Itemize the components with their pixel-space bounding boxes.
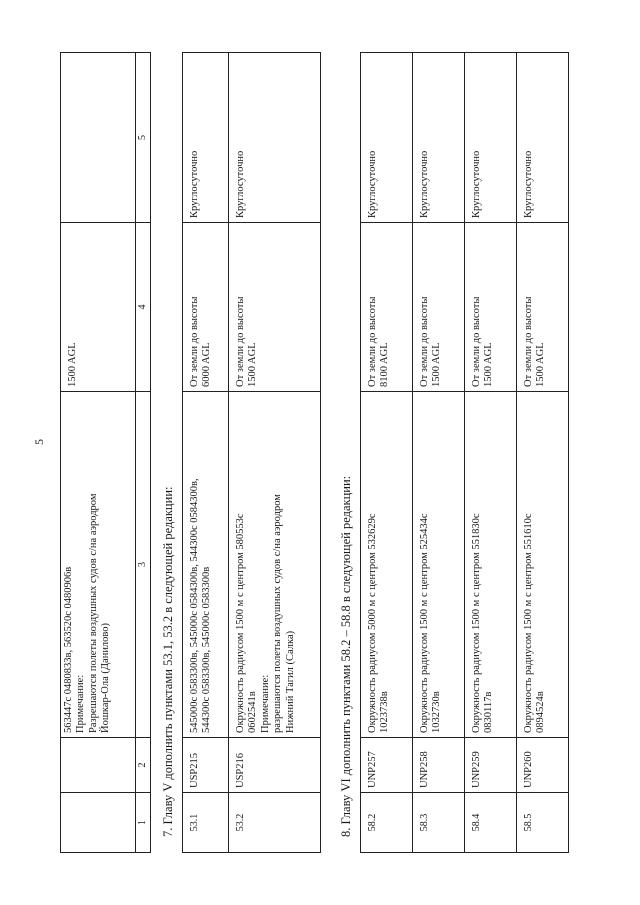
altitude-line: От земли до высоты [523,296,534,387]
operating-time: Круглосуточно [361,53,413,223]
zone-description [183,392,229,738]
cell-time [61,53,136,223]
column-index: 4 [136,223,151,392]
altitude-line: 1500 AGL [431,342,443,387]
top-table [60,52,151,853]
altitude-limits [517,223,569,392]
altitude-line: 8100 AGL [379,342,391,387]
zone-code: USP215 [183,738,229,793]
operating-time: Круглосуточно [465,53,517,223]
section-7-heading: 7. Главу V дополнить пунктами 53.1, 53.2 в следующей редакции: [161,486,175,837]
table-row [61,53,136,853]
table-row [465,53,517,853]
table-row [183,53,229,853]
cell-code [61,738,136,793]
altitude-line: 1500 AGL [535,342,547,387]
table-row [517,53,569,853]
description-line: 0602541в [247,691,259,733]
section-8-heading: 8. Главу VI дополнить пунктами 58.2 – 58.8 в следующей редакции: [339,475,353,837]
section-8-table [360,52,569,853]
description-line: 545000с 0583300в, 545000с 0584300в, 544300с 0584300в, [189,478,200,733]
altitude-limits [229,223,321,392]
item-number: 58.2 [361,793,413,853]
table-row [413,53,465,853]
description-line: 1023738в [379,691,391,733]
section-7-table [182,52,321,853]
altitude-line: От земли до высоты [471,296,482,387]
altitude-limits [361,223,413,392]
description-line: 1032730в [431,691,443,733]
item-number: 58.4 [465,793,517,853]
cell-description [61,392,136,738]
column-index: 3 [136,392,151,738]
zone-description [413,392,465,738]
operating-time: Круглосуточно [229,53,321,223]
zone-code: USP216 [229,738,321,793]
altitude-line: От земли до высоты [189,296,200,387]
altitude-line: 1500 AGL [483,342,495,387]
altitude-line: 6000 AGL [201,342,213,387]
description-line: 563447с 0480833в, 563520с 0480906в [63,566,74,733]
item-number: 53.2 [229,793,321,853]
zone-code: UNP258 [413,738,465,793]
page-number: 5 [32,439,46,445]
zone-description [229,392,321,738]
altitude-limits [183,223,229,392]
zone-code: UNP260 [517,738,569,793]
zone-code: UNP257 [361,738,413,793]
description-line: Окружность радиусом 5000 м с центром 532629с [367,513,378,733]
description-line: 544300с 0583300в, 545000с 0583300в [201,566,213,733]
operating-time: Круглосуточно [517,53,569,223]
description-line: разрешаются полеты воздушных судов с/на аэродром [272,494,284,733]
description-line: Окружность радиусом 1500 м с центром 551610с [523,513,534,733]
column-index: 1 [136,793,151,853]
zone-description [361,392,413,738]
table-row [229,53,321,853]
item-number: 58.5 [517,793,569,853]
description-line: 0830117в [483,691,495,733]
altitude-line: От земли до высоты [367,296,378,387]
zone-description [465,392,517,738]
description-line: Окружность радиусом 1500 м с центром 551830с [471,513,482,733]
description-line: Примечание: [259,674,271,733]
zone-description [517,392,569,738]
table-row [361,53,413,853]
description-line: Окружность радиусом 1500 м с центром 525434с [419,513,430,733]
description-line: Разрешаются полеты воздушных судов с/на аэродром [87,493,99,733]
description-line: Нижний Тагил (Салка) [284,630,296,733]
item-number: 58.3 [413,793,465,853]
description-line: Примечание: [75,674,87,733]
altitude-line: От земли до высоты [235,296,246,387]
column-index-row [136,53,151,853]
description-line: Йошкар-Ола (Данилово) [100,622,112,733]
altitude-line: От земли до высоты [419,296,430,387]
column-index: 2 [136,738,151,793]
item-number: 53.1 [183,793,229,853]
description-line: Окружность радиусом 1500 м с центром 580553с [235,513,246,733]
column-index: 5 [136,53,151,223]
description-line: 0894524в [535,691,547,733]
altitude-limits [413,223,465,392]
zone-code: UNP259 [465,738,517,793]
operating-time: Круглосуточно [183,53,229,223]
operating-time: Круглосуточно [413,53,465,223]
altitude-limits [465,223,517,392]
cell-altitude: 1500 AGL [61,223,136,392]
cell-number [61,793,136,853]
altitude-line: 1500 AGL [247,342,259,387]
